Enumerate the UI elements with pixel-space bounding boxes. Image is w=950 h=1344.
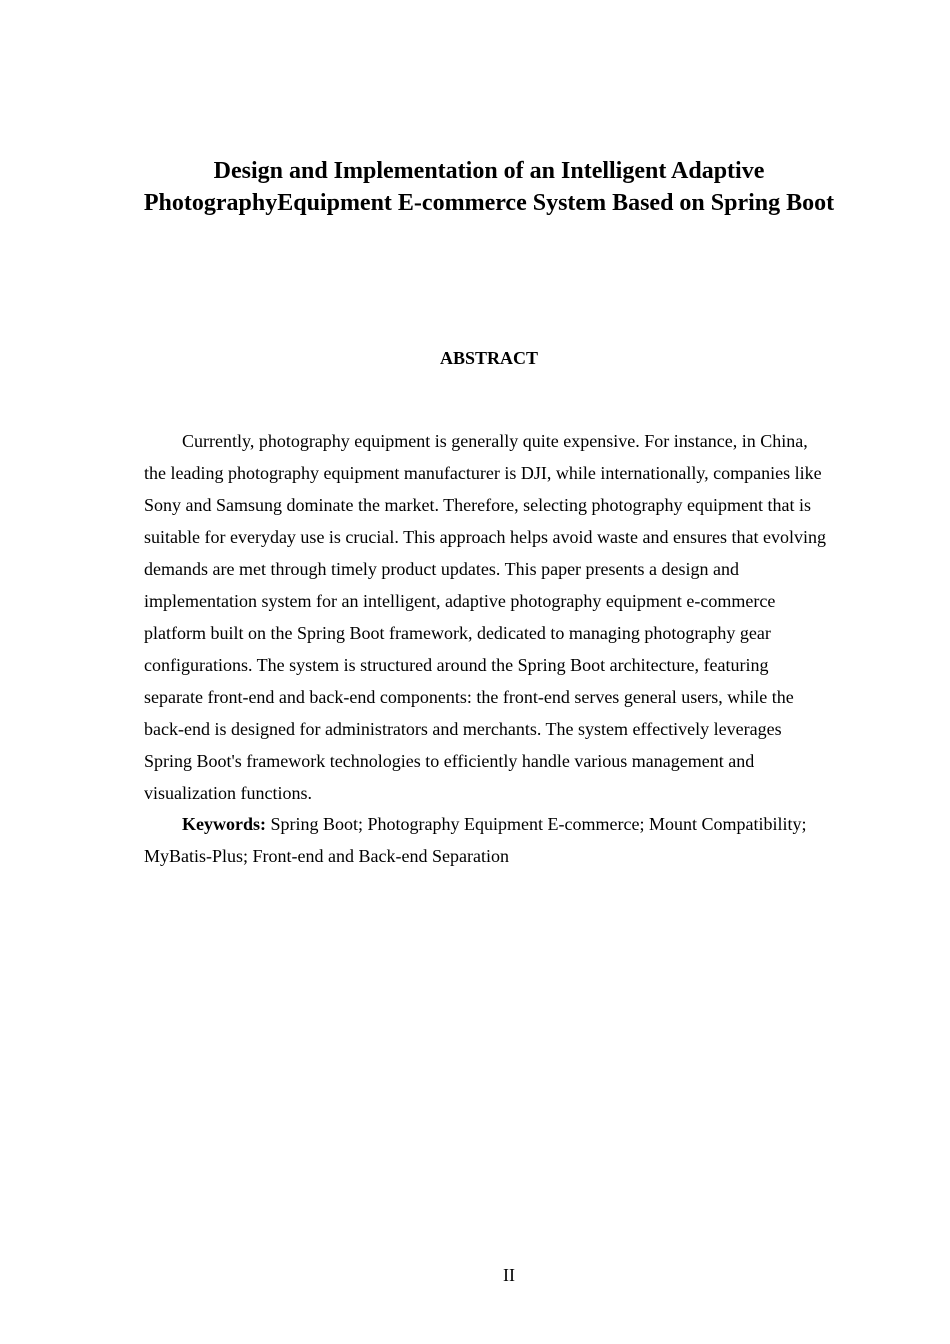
abstract-body: Currently, photography equipment is generally quite expensive. For instance, in China, the leading photography equipment manufacturer is DJI, while internationally, companies like Sony and Samsung dominate the market. Therefore, selecting photography equipment that is suitable for everyday use is crucial. This approach helps avoid waste and ensures that evolving demands are met through timely product updates. This paper presents a design and implementation system for an intelligent, adaptive photography equipment e-commerce platform built on the Spring Boot framework, dedicated to managing photography gear configurations. The system is structured around the Spring Boot architecture, featuring separate front-end and back-end components: the front-end serves general users, while the back-end is designed for administrators and merchants. The system effectively leverages Spring Boot's framework technologies to efficiently handle various management and visualization functions. (144, 431, 826, 803)
page-title: Design and Implementation of an Intelligent Adaptive PhotographyEquipment E-commerce System Based on Spring Boot (143, 158, 835, 216)
page-number: II (503, 1265, 515, 1285)
keywords-list: Spring Boot; Photography Equipment E-commerce; Mount Compatibility; MyBatis-Plus; Front-end and Back-end Separation (144, 814, 807, 866)
keywords-paragraph (144, 808, 830, 872)
keywords-label: Keywords: (182, 814, 266, 834)
abstract-heading: ABSTRACT (439, 348, 539, 368)
